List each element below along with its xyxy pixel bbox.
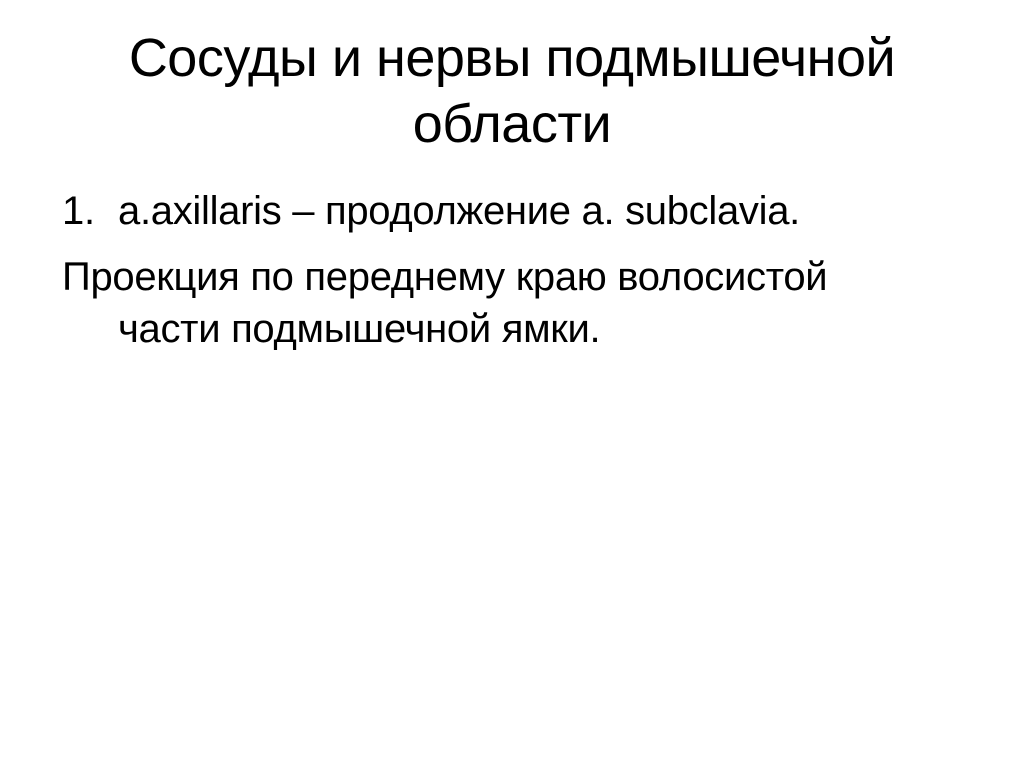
body-paragraph [62, 251, 972, 355]
numbered-list-item [62, 185, 972, 237]
slide-title [0, 26, 1024, 158]
slide-title-line-2: области [412, 93, 612, 154]
slide-title-line-1: Сосуды и нервы подмышечной [128, 28, 896, 88]
paragraph-line-2: части подмышечной ямки. [118, 307, 601, 351]
list-item-number: 1. [62, 189, 95, 233]
paragraph-line-1: Проекция по переднему краю волосистой [62, 255, 828, 299]
slide-body [62, 185, 972, 355]
list-item-text: a.axillaris – продолжение a. subclavia. [118, 189, 800, 233]
